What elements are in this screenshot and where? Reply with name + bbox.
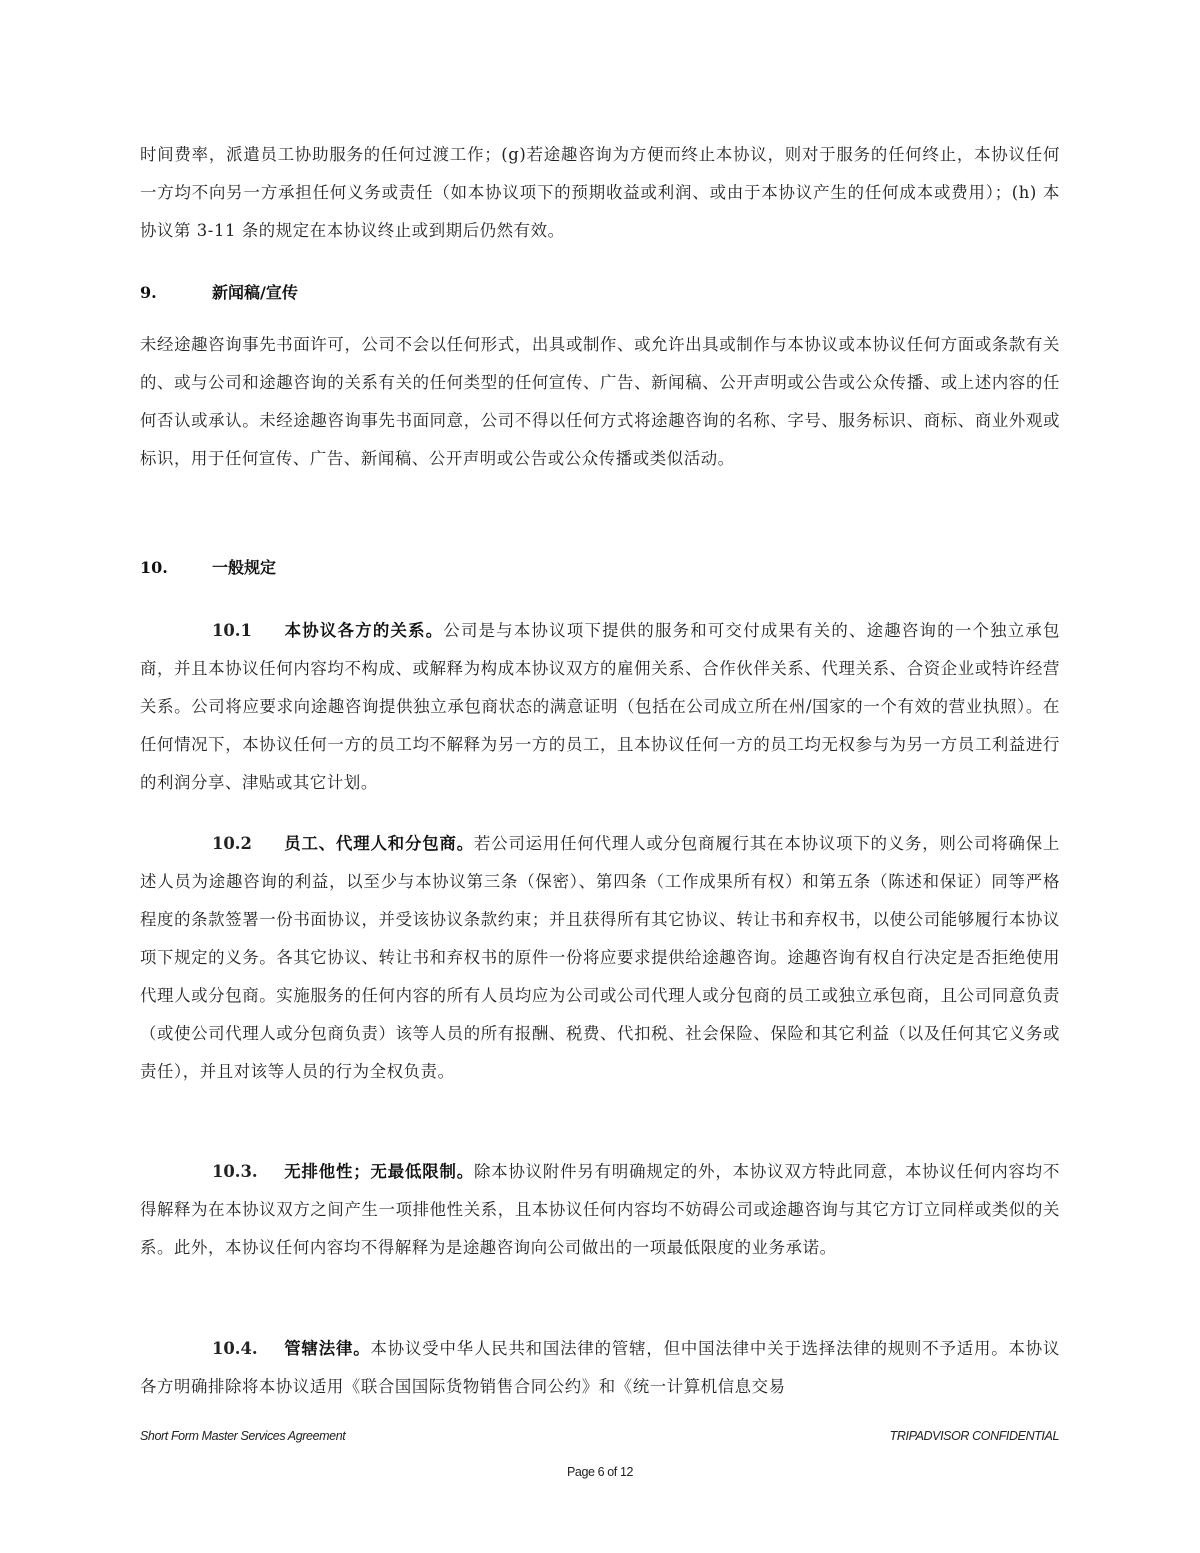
section-number: 10. <box>140 558 168 577</box>
clause-body: 若公司运用任何代理人或分包商履行其在本协议项下的义务，则公司将确保上述人员为途趣咨询的利益，以至少与本协议第三条（保密）、第四条（工作成果所有权）和第五条（陈述和保证）同等严格程度的条款签署一份书面协议，并受该协议条款约束；并且获得所有其它协议、转让书和弃权书，以使公司能够履行本协议项下规定的义务。各其它协议、转让书和弃权书的原件一份将应要求提供给途趣咨询。途趣咨询有权自行决定是否拒绝使用代理人或分包商。实施服务的任何内容的所有人员均应为公司或公司代理人或分包商的员工或独立承包商，且公司同意负责（或使公司代理人或分包商负责）该等人员的所有报酬、税费、代扣税、社会保险、保险和其它利益（以及任何其它义务或责任），并且对该等人员的行为全权负责。 <box>140 834 1060 1081</box>
clause-title: 员工、代理人和分包商。 <box>284 834 474 853</box>
continuation-paragraph: 时间费率，派遣员工协助服务的任何过渡工作；(g)若途趣咨询为方便而终止本协议，则对于服务的任何终止，本协议任何一方均不向另一方承担任何义务或责任（如本协议项下的预期收益或利润、或由于本协议产生的任何成本或费用）；(h) 本协议第 3-11 条的规定在本协议终止或到期后仍然有效。 <box>140 145 1060 240</box>
clause-title: 本协议各方的关系。 <box>284 621 444 640</box>
clause-title: 管辖法律。 <box>284 1339 371 1358</box>
clause-title: 无排他性；无最低限制。 <box>284 1162 474 1181</box>
clause-number: 10.2 <box>212 834 252 853</box>
section-9-heading <box>140 281 298 305</box>
clause-number: 10.1 <box>212 621 252 640</box>
section-number: 9. <box>140 283 157 302</box>
clause-body: 除本协议附件另有明确规定的外，本协议双方特此同意，本协议任何内容均不得解释为在本协议双方之间产生一项排他性关系，且本协议任何内容均不妨碍公司或途趣咨询与其它方订立同样或类似的关系。此外，本协议任何内容均不得解释为是途趣咨询向公司做出的一项最低限度的业务承诺。 <box>140 1162 1060 1257</box>
clause-body: 公司是与本协议项下提供的服务和可交付成果有关的、途趣咨询的一个独立承包商，并且本协议任何内容均不构成、或解释为构成本协议双方的雇佣关系、合作伙伴关系、代理关系、合资企业或特许经营关系。公司将应要求向途趣咨询提供独立承包商状态的满意证明（包括在公司成立所在州/国家的一个有效的营业执照）。在任何情况下，本协议任何一方的员工均不解释为另一方的员工，且本协议任何一方的员工均无权参与为另一方员工利益进行的利润分享、津贴或其它计划。 <box>140 621 1060 792</box>
clause-10-1 <box>140 612 1060 802</box>
clause-10-3 <box>140 1153 1060 1267</box>
section-9-body: 未经途趣咨询事先书面许可，公司不会以任何形式，出具或制作、或允许出具或制作与本协议或本协议任何方面或条款有关的、或与公司和途趣咨询的关系有关的任何类型的任何宣传、广告、新闻稿、公开声明或公告或公众传播、或上述内容的任何否认或承认。未经途趣咨询事先书面同意，公司不得以任何方式将途趣咨询的名称、字号、服务标识、商标、商业外观或标识，用于任何宣传、广告、新闻稿、公开声明或公告或公众传播或类似活动。 <box>140 335 1060 468</box>
clause-number: 10.4. <box>212 1339 258 1358</box>
clause-number: 10.3. <box>212 1162 258 1181</box>
clause-10-2 <box>140 825 1060 1091</box>
clause-body: 本协议受中华人民共和国法律的管辖，但中国法律中关于选择法律的规则不予适用。本协议各方明确排除将本协议适用《联合国国际货物销售合同公约》和《统一计算机信息交易 <box>140 1339 1061 1396</box>
clause-10-4 <box>140 1330 1060 1406</box>
page-number: Page 6 of 12 <box>566 1465 634 1479</box>
footer-document-title: Short Form Master Services Agreement <box>140 1429 346 1443</box>
footer-confidential-label: TRIPADVISOR CONFIDENTIAL <box>889 1429 1059 1443</box>
section-title: 一般规定 <box>212 558 277 577</box>
section-title: 新闻稿/宣传 <box>212 283 298 302</box>
section-10-heading <box>140 556 276 580</box>
